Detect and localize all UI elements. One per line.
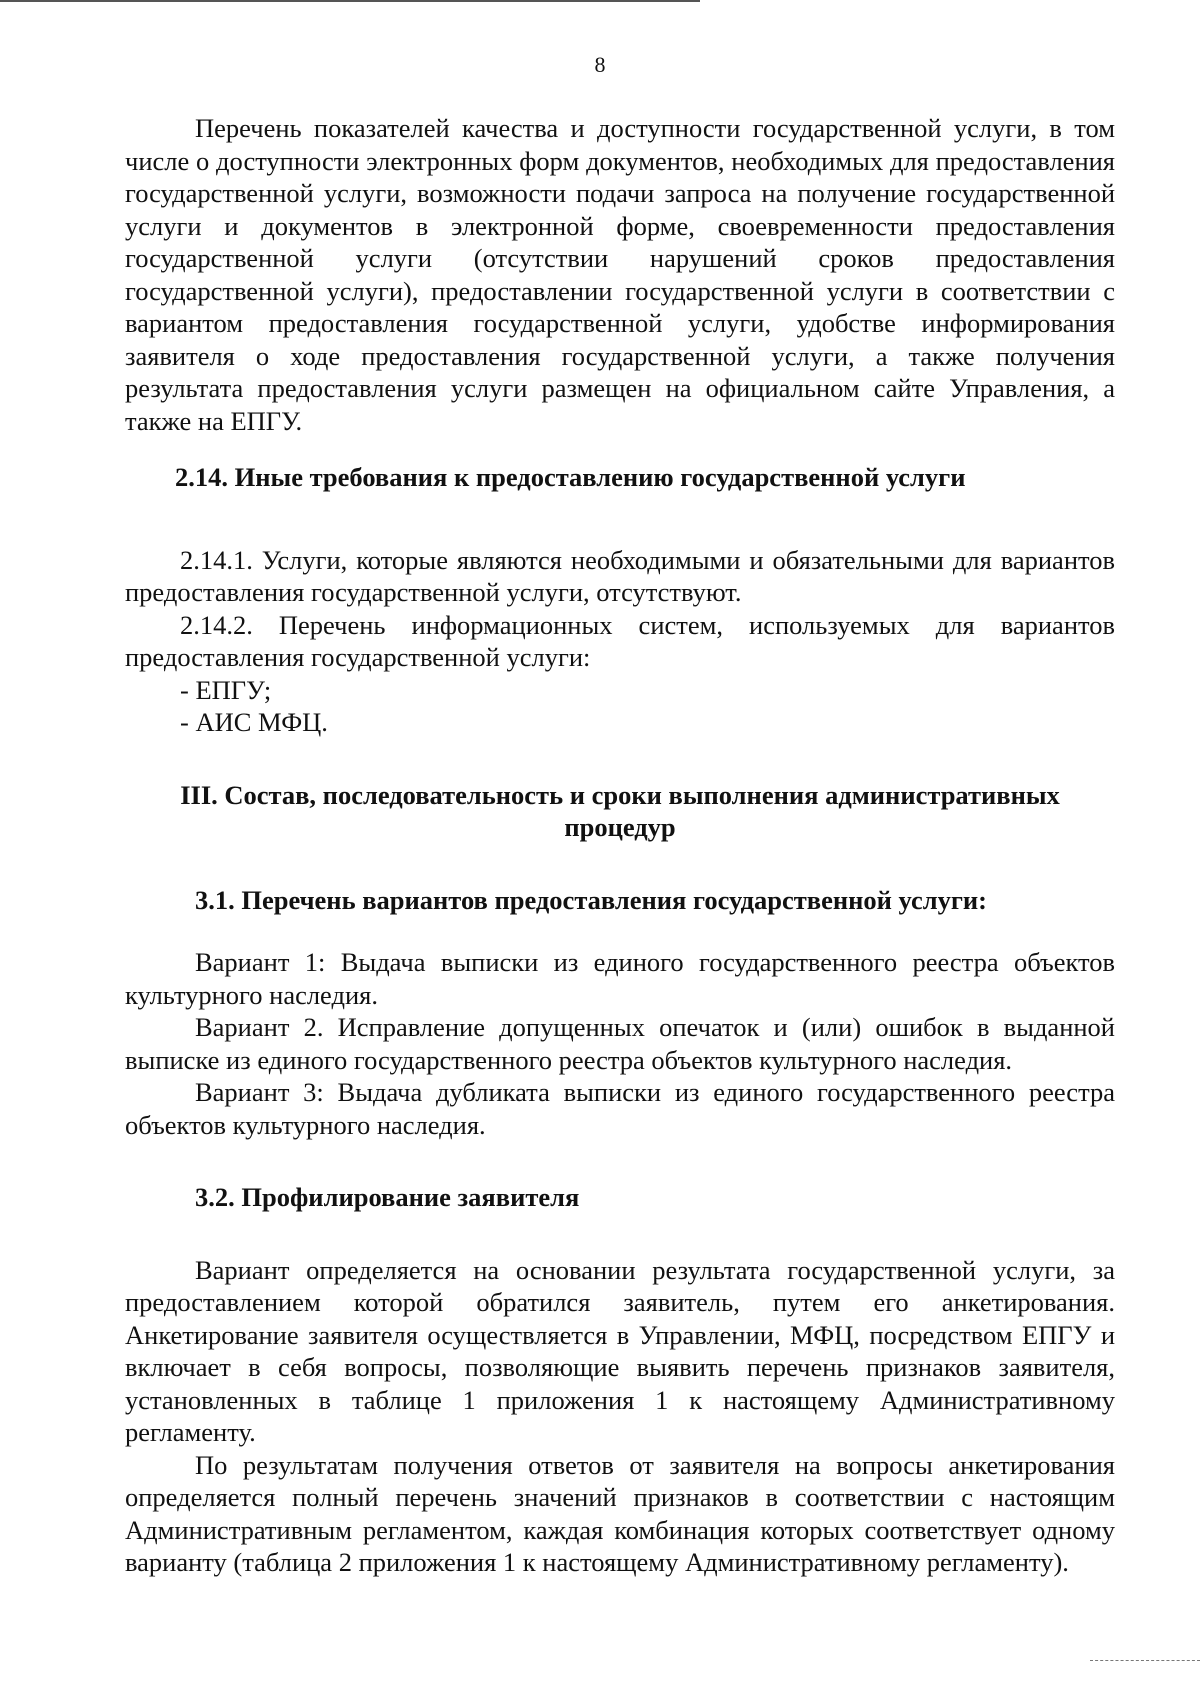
paragraph-2-14-1: 2.14.1. Услуги, которые являются необходимыми и обязательными для вариантов предоставления государственной услуги, отсутствуют.: [125, 544, 1115, 607]
variant-1: Вариант 1: Выдача выписки из единого государственного реестра объектов культурного наследия.: [125, 947, 1115, 1010]
bottom-right-scan-edge: [1090, 1660, 1200, 1662]
variant-3: Вариант 3: Выдача дубликата выписки из единого государственного реестра объектов культурного наследия.: [125, 1077, 1115, 1140]
paragraph-3-2-a: Вариант определяется на основании результата государственной услуги, за предоставлением которой обратился заявитель, путем его анкетирования. Анкетирование заявителя осуществляется в Управлении, МФЦ, посредством ЕПГУ и включает в себя вопросы, позволяющие выявить перечень признаков заявителя, установленных в таблице 1 приложения 1 к настоящему Административному регламенту.: [125, 1254, 1115, 1447]
list-item: - ЕПГУ;: [180, 674, 272, 705]
heading-3-2: 3.2. Профилирование заявителя: [195, 1182, 580, 1212]
heading-2-14: 2.14. Иные требования к предоставлению государственной услуги: [175, 462, 966, 492]
paragraph-3-2-b: По результатам получения ответов от заявителя на вопросы анкетирования определяется полный перечень значений признаков в соответствии с настоящим Административным регламентом, каждая комбинация которых соответствует одному варианту (таблица 2 приложения 1 к настоящему Административному регламенту).: [125, 1449, 1115, 1577]
page-number: 8: [594, 52, 606, 77]
heading-3-1: 3.1. Перечень вариантов предоставления государственной услуги:: [195, 884, 987, 915]
variant-2: Вариант 2. Исправление допущенных опечаток и (или) ошибок в выданной выписке из единого государственного реестра объектов культурного наследия.: [125, 1012, 1115, 1075]
list-item: - АИС МФЦ.: [180, 707, 328, 737]
paragraph-2-14-2: 2.14.2. Перечень информационных систем, используемых для вариантов предоставления государственной услуги:: [125, 609, 1115, 672]
intro-paragraph: Перечень показателей качества и доступности государственной услуги, в том числе о доступности электронных форм документов, необходимых для предоставления государственной услуги, возможности подачи запроса на получение государственной услуги и документов в электронной форме, своевременности предоставления государственной услуги (отсутствии нарушений сроков предоставления государственной услуги), предоставлении государственной услуги в соответствии с вариантом предоставления государственной услуги, удобстве информирования заявителя о ходе предоставления государственной услуги, а также получения результата предоставления услуги размещен на официальном сайте Управления, а также на ЕПГУ.: [125, 113, 1115, 436]
top-scan-rule: [0, 0, 700, 2]
document-body: [125, 112, 1115, 1579]
heading-section-iii: III. Состав, последовательность и сроки выполнения административных процедур: [180, 779, 1060, 842]
